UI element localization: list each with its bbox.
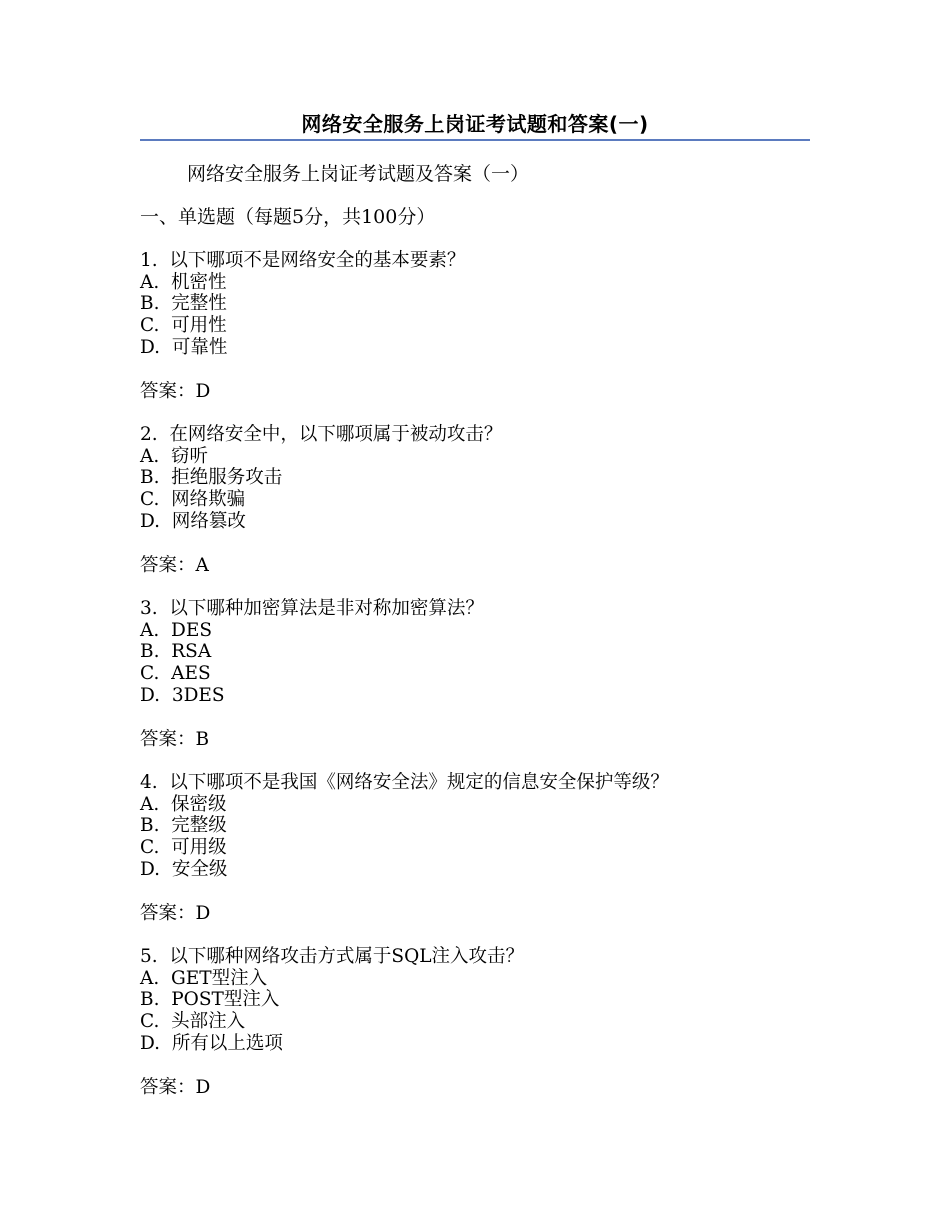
option-a: A. 窃听 [140, 445, 209, 467]
option-b: B. RSA [140, 641, 212, 663]
document-title: 网络安全服务上岗证考试题和答案(一) [301, 112, 649, 136]
option-a: A. 机密性 [140, 271, 227, 293]
question-stem: 4. 以下哪项不是我国《网络安全法》规定的信息安全保护等级？ [140, 772, 669, 793]
answer-line: 答案：B [140, 728, 210, 750]
document-subtitle: 网络安全服务上岗证考试题及答案（一） [187, 163, 530, 185]
option-c: C. AES [140, 663, 211, 685]
question-block [140, 946, 810, 1098]
option-d: D. 所有以上选项 [140, 1032, 283, 1054]
question-stem: 3. 以下哪种加密算法是非对称加密算法？ [140, 598, 484, 619]
question-block [140, 598, 810, 750]
option-b: B. 完整级 [140, 815, 227, 837]
option-d: D. 3DES [140, 684, 225, 706]
title-underline-rule [140, 139, 810, 141]
question-block [140, 772, 810, 924]
question-block [140, 250, 810, 402]
option-c: C. 可用性 [140, 315, 227, 337]
option-c: C. 头部注入 [140, 1011, 246, 1033]
answer-line: 答案：D [140, 902, 211, 924]
question-stem: 2. 在网络安全中，以下哪项属于被动攻击？ [140, 424, 503, 445]
answer-line: 答案：A [140, 554, 209, 576]
option-a: A. 保密级 [140, 793, 227, 815]
option-d: D. 安全级 [140, 858, 228, 880]
section-heading-single-choice: 一、单选题（每题5分，共100分） [140, 206, 436, 228]
question-block [140, 424, 810, 576]
answer-line: 答案：D [140, 380, 211, 402]
option-b: B. POST型注入 [140, 989, 280, 1011]
question-stem: 5. 以下哪种网络攻击方式属于SQL注入攻击？ [140, 946, 525, 967]
option-d: D. 可靠性 [140, 336, 228, 358]
option-b: B. 完整性 [140, 293, 227, 315]
option-b: B. 拒绝服务攻击 [140, 467, 283, 489]
option-c: C. 可用级 [140, 837, 227, 859]
question-stem: 1. 以下哪项不是网络安全的基本要素？ [140, 250, 466, 271]
option-d: D. 网络篡改 [140, 510, 246, 532]
option-a: A. GET型注入 [140, 967, 268, 989]
option-a: A. DES [140, 619, 213, 641]
option-c: C. 网络欺骗 [140, 489, 246, 511]
answer-line: 答案：D [140, 1076, 211, 1098]
